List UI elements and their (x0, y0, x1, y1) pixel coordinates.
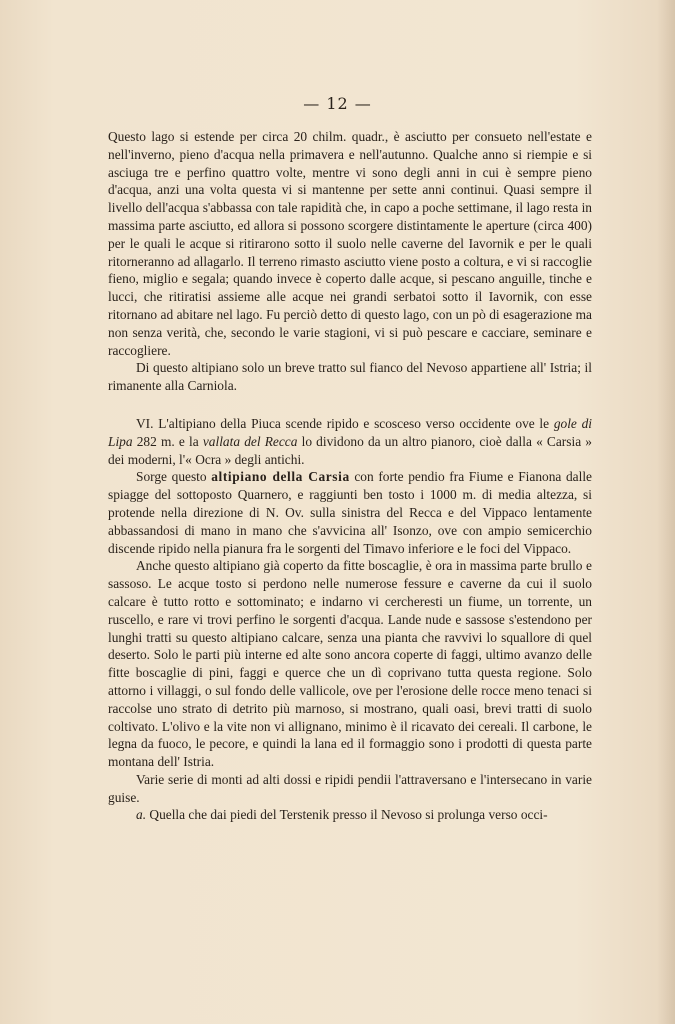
paragraph-mountains: Varie serie di monti ad alti dossi e ripidi pendii l'attraversano e l'intersecano in varie guise. (108, 771, 592, 805)
page-number: — 12 — (303, 94, 372, 113)
paragraph-altipiano-istria: Di questo altipiano solo un breve tratto sul fianco del Nevoso appartiene all' Istria; il rimanente alla Carniola. (108, 360, 592, 394)
paragraph-section-vi (108, 415, 592, 468)
text-run: lo dividono da un altro pianoro, cioè dalla « Carsia » dei moderni, l'« Ocra » degli antichi. (108, 433, 593, 467)
place-name-italic: vallata del Recca (202, 433, 298, 449)
paragraph-description: Anche questo altipiano già coperto da fitte boscaglie, è ora in massima parte brullo e sassoso. Le acque tosto si perdono nelle numerose fessure e caverne da cui il suolo calcare è tutto rotto e sottominato; e indarno vi cercheresti un fiume, un torrente, un ruscello, e rare vi trovi perfino le sorgenti d'acqua. Lande nude e sassose s'estendono per lunghi tratti su questo altipiano calcare, senza una pianta che ravvivi lo squallore di quel deserto. Solo le parti più interne ed alte sono ancora coperte di faggi, ultimo avanzo delle fitte boscaglie di pini, faggi e querce che un dì coprivano tutta questa regione. Solo attorno i villaggi, o sul fondo delle vallicole, ove per l'erosione delle rocce meno tenaci si raccolse uno strato di detrito più marnoso, si mostrano, quali oasi, brevi tratti di suolo coltivato. L'olivo e la vite non vi allignano, minimo è il ricavato dei cereali. Il carbone, le legna da fuoco, le pecore, e quindi la lana ed il formaggio sono i prodotti di questa parte montana dell' Istria. (108, 558, 592, 770)
paragraph-lake: Questo lago si estende per circa 20 chilm. quadr., è asciutto per consueto nell'estate e nell'inverno, pieno d'acqua nella primavera e nell'autunno. Qualche anno si riempie e si asciuga tre e perfino quattro volte, mentre vi sono degli anni in cui è sempre pieno d'acqua, anzi una volta questa vi si mantenne per sette anni continui. Quasi sempre il livello dell'acqua s'abbassa con tale rapidità che, in capo a poche settimane, il lago resta in massima parte asciutto, ed allora si possono scorgere distintamente le aperture (circa 400) per le quali le acque si ritirarono sotto il suolo nelle caverne del Iavornik e per le quali ritorneranno ad allagarlo. Il terreno rimasto asciutto viene posto a coltura, e vi si raccoglie fieno, miglio e segala; quando invece è coperto dalle acque, si pescano anguille, tinche e lucci, che ritiratisi assieme alle acque nei grandi serbatoi sotto il Iavornik, con esse ritornano ad abitare nel lago. Fu perciò detto di questo lago, con un pò di esagerazione ma non senza verità, che, secondo le varie stagioni, vi si può pescare e cacciare, seminare e raccogliere. (108, 129, 592, 358)
text-run: Sorge questo (136, 469, 212, 485)
list-marker: a. (136, 807, 147, 823)
bold-term: altipiano della Carsia (211, 469, 350, 485)
page-body (108, 128, 592, 824)
text-run: con forte pendio fra Fiume e Fianona dalle spiagge del sottoposto Quarnero, e raggiunti ben tosto i 1000 m. di media altezza, si protende nella direzione di N. Ov. sulla sinistra del Recca e del Vippaco lentamente abbassandosi di mano in mano che s'avvicina all' Isonzo, ove con ampio semicerchio discende ripido nella pianura fra le sorgenti del Timavo inferiore e le foci del Vippaco. (108, 469, 592, 556)
paragraph-item-a (108, 806, 592, 824)
text-run: 282 m. e la (132, 433, 203, 449)
paragraph-carsia (108, 468, 592, 557)
page-edge-shadow (657, 0, 675, 1024)
text-run: Quella che dai piedi del Terstenik presso il Nevoso si prolunga verso occi- (146, 807, 548, 823)
place-name-italic: gole di Lipa (108, 415, 592, 449)
text-run: VI. L'altipiano della Piuca scende ripido e scosceso verso occidente ove le (136, 415, 554, 431)
